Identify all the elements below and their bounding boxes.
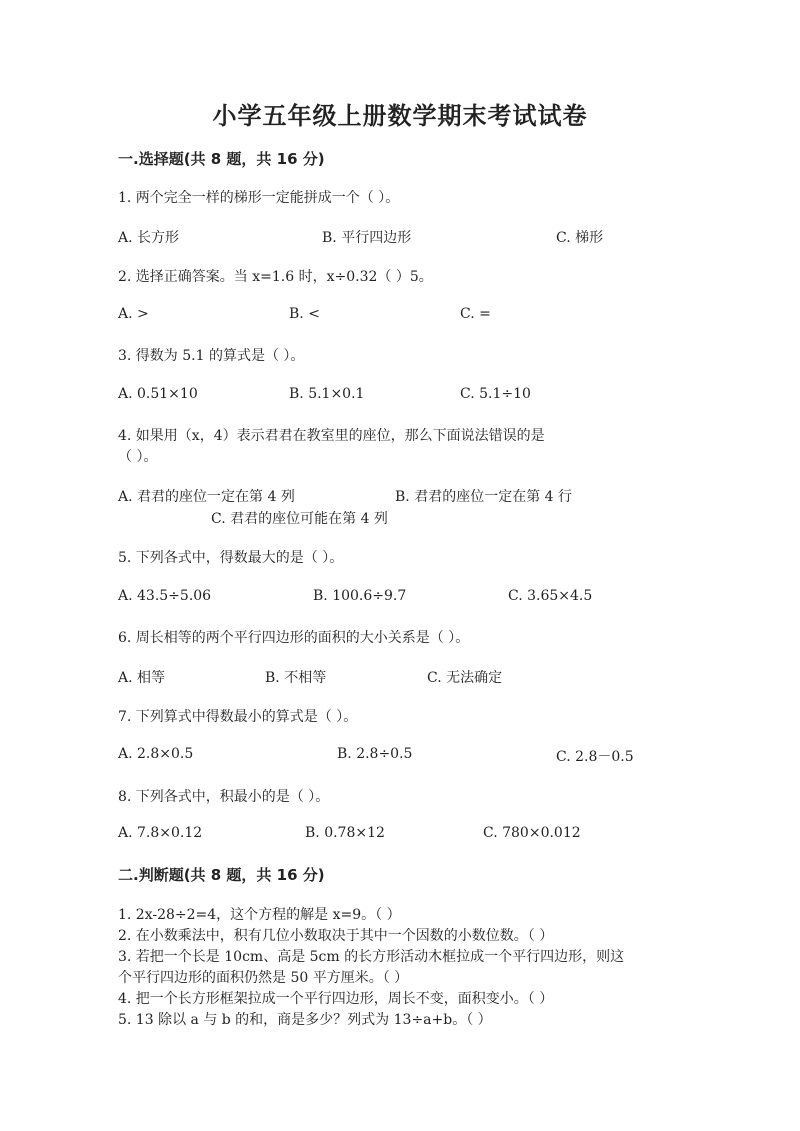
q8-option-a: A. 7.8×0.12	[118, 825, 203, 841]
q7-option-b: B. 2.8÷0.5	[337, 746, 413, 762]
q7-option-a: A. 2.8×0.5	[118, 746, 194, 762]
judgement-1: 1. 2x-28÷2=4，这个方程的解是 x=9。（ ）	[118, 907, 401, 923]
q6-option-c: C. 无法确定	[427, 670, 503, 686]
q4-option-b: B. 君君的座位一定在第 4 行	[395, 489, 572, 505]
q8-option-b: B. 0.78×12	[305, 825, 385, 841]
judgement-3: 3. 若把一个长是 10cm、高是 5cm 的长方形活动木框拉成一个平行四边形，则这	[118, 949, 625, 965]
q2-option-a: A. >	[118, 306, 149, 322]
q5-option-b: B. 100.6÷9.7	[313, 588, 407, 604]
q6-option-b: B. 不相等	[265, 670, 327, 686]
q4-option-a: A. 君君的座位一定在第 4 列	[118, 489, 295, 505]
judgement-2: 2. 在小数乘法中，积有几位小数取决于其中一个因数的小数位数。（ ）	[118, 928, 554, 944]
page-title: 小学五年级上册数学期末考试试卷	[212, 102, 588, 130]
question-6: 6. 周长相等的两个平行四边形的面积的大小关系是（ ）。	[118, 630, 470, 646]
section-heading-judgement: 二.判断题(共 8 题，共 16 分)	[118, 866, 325, 884]
question-1: 1. 两个完全一样的梯形一定能拼成一个（ ）。	[118, 190, 400, 206]
q3-option-a: A. 0.51×10	[118, 386, 198, 402]
question-5: 5. 下列各式中，得数最大的是（ ）。	[118, 550, 344, 566]
q2-option-b: B. <	[289, 306, 320, 322]
q1-option-b: B. 平行四边形	[322, 230, 412, 246]
judgement-4: 4. 把一个长方形框架拉成一个平行四边形，周长不变，面积变小。（ ）	[118, 991, 554, 1007]
judgement-3-cont: 个平行四边形的面积仍然是 50 平方厘米。（ ）	[118, 970, 409, 986]
question-7: 7. 下列算式中得数最小的算式是（ ）。	[118, 709, 358, 725]
q1-option-a: A. 长方形	[118, 230, 180, 246]
question-3: 3. 得数为 5.1 的算式是（ ）。	[118, 348, 305, 364]
q5-option-c: C. 3.65×4.5	[508, 588, 593, 604]
q2-option-c: C. =	[460, 306, 491, 322]
q6-option-a: A. 相等	[118, 670, 166, 686]
q4-option-c: C. 君君的座位可能在第 4 列	[211, 511, 388, 527]
q1-option-c: C. 梯形	[556, 230, 604, 246]
question-8: 8. 下列各式中，积最小的是（ ）。	[118, 789, 330, 805]
question-2: 2. 选择正确答案。当 x=1.6 时，x÷0.32（ ）5。	[118, 269, 433, 285]
q8-option-c: C. 780×0.012	[483, 825, 581, 841]
judgement-5: 5. 13 除以 a 与 b 的和，商是多少？列式为 13÷a+b。（ ）	[118, 1012, 492, 1028]
section-heading-choice: 一.选择题(共 8 题，共 16 分)	[118, 150, 325, 168]
q7-option-c: C. 2.8－0.5	[556, 749, 634, 765]
question-4-cont: （ ）。	[118, 449, 158, 465]
q5-option-a: A. 43.5÷5.06	[118, 588, 212, 604]
q3-option-b: B. 5.1×0.1	[289, 386, 365, 402]
question-4: 4. 如果用（x，4）表示君君在教室里的座位，那么下面说法错误的是	[118, 428, 545, 444]
q3-option-c: C. 5.1÷10	[460, 386, 531, 402]
